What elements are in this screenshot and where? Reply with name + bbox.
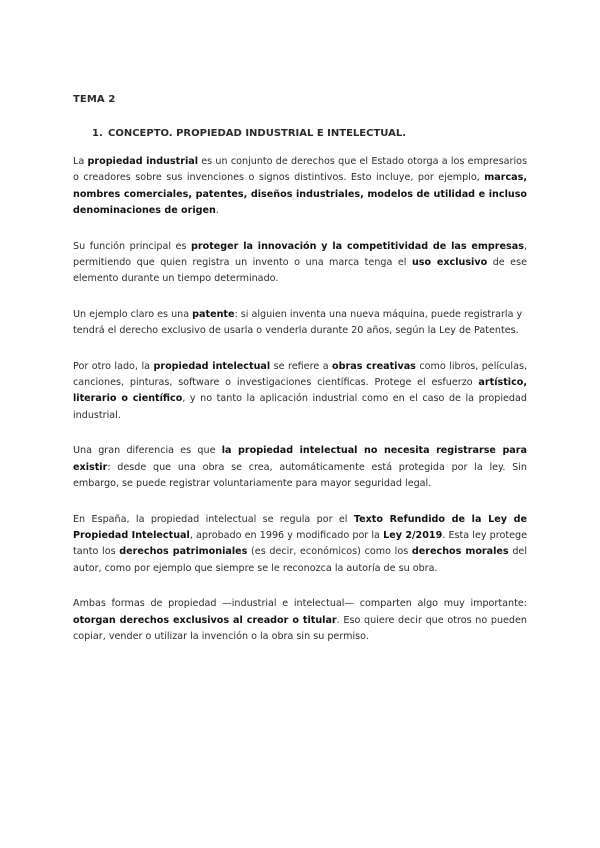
paragraph-1: La propiedad industrial es un conjunto de derechos que el Estado otorga a los empresarios o creadores sobre sus invenciones o signos distintivos. Esto incluye, por ejemplo, marcas, nombres comerciales, patentes, diseños industriales, modelos de utilidad e incluso denominaciones de origen. (73, 156, 528, 217)
paragraph-7: Ambas formas de propiedad —industrial e intelectual— comparten algo muy importante: otorgan derechos exclusivos al creador o titular. Eso quiere decir que otros no pueden copiar, vender o utilizar la invención o la obra sin su permiso. (73, 598, 528, 642)
paragraph-3: Un ejemplo claro es una patente: si alguien inventa una nueva máquina, puede registrarla y tendrá el derecho exclusivo de usarla o venderla durante 20 años, según la Ley de Patentes. (73, 308, 523, 337)
paragraph-6: En España, la propiedad intelectual se regula por el Texto Refundido de la Ley de Propiedad Intelectual, aprobado en 1996 y modificado por la Ley 2/2019. Esta ley protege tanto los derechos patrimoniales (es decir, económicos) como los derechos morales del autor, como por ejemplo que siempre se le reconozca la autoría de su obra. (73, 513, 528, 574)
document-title: TEMA 2 (73, 94, 116, 105)
section-title: CONCEPTO. PROPIEDAD INDUSTRIAL E INTELECTUAL. (108, 128, 407, 139)
document-body (73, 154, 527, 664)
paragraph-5: Una gran diferencia es que la propiedad intelectual no necesita registrarse para existir: desde que una obra se crea, automáticamente está protegida por la ley. Sin embargo, se puede registrar voluntariamente para mayor seguridad legal. (73, 445, 527, 490)
section-heading (92, 128, 406, 139)
section-number: 1. (92, 128, 103, 139)
paragraph-4: Por otro lado, la propiedad intelectual se refiere a obras creativas como libros, películas, canciones, pinturas, software o investigaciones científicas. Protege el esfuerzo artístico, literario o científico, y no tanto la aplicación industrial como en el caso de la propiedad industrial. (73, 360, 527, 421)
paragraph-2: Su función principal es proteger la innovación y la competitividad de las empresas, permitiendo que quien registra un invento o una marca tenga el uso exclusivo de ese elemento durante un tiempo determinado. (73, 240, 527, 285)
